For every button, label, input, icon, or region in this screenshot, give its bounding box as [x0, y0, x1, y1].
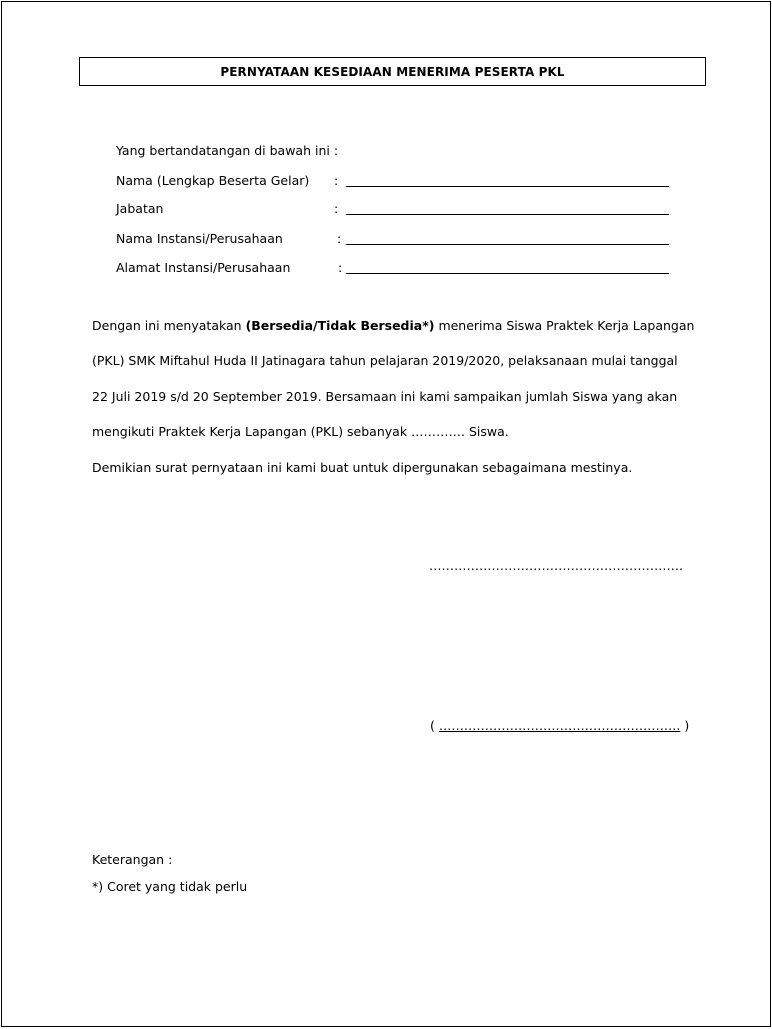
field-blank-line-instansi	[346, 244, 669, 245]
field-blank-line-jabatan	[346, 214, 669, 215]
field-label-nama: Nama (Lengkap Beserta Gelar)	[116, 173, 310, 188]
signature-open-paren: (	[430, 718, 439, 733]
field-row-nama	[116, 173, 676, 191]
field-blank-line-alamat	[346, 273, 669, 274]
note-text: *) Coret yang tidak perlu	[92, 879, 248, 894]
statement-line-2: (PKL) SMK Miftahul Huda II Jatinagara tahun pelajaran 2019/2020, pelaksanaan mulai tanggal	[92, 353, 678, 368]
signature-name-dots: ………………………………………………….	[438, 718, 681, 733]
statement-choice: (Bersedia/Tidak Bersedia*)	[245, 318, 435, 333]
statement-line-1-post: menerima Siswa Praktek Kerja Lapangan	[434, 318, 695, 333]
field-row-alamat	[116, 260, 676, 278]
document-page	[1, 1, 771, 1027]
field-colon: :	[337, 231, 342, 246]
signature-place-date: …………………………………………………….	[429, 558, 683, 573]
statement-line-1	[92, 318, 695, 333]
signature-name	[430, 718, 689, 733]
field-label-jabatan: Jabatan	[116, 201, 164, 216]
field-label-alamat: Alamat Instansi/Perusahaan	[116, 260, 291, 275]
field-row-jabatan	[116, 201, 676, 219]
signature-close-paren: )	[680, 718, 690, 733]
field-colon: :	[334, 201, 339, 216]
field-blank-line-nama	[346, 186, 669, 187]
closing-text: Demikian surat pernyataan ini kami buat untuk dipergunakan sebagaimana mestinya.	[92, 460, 633, 475]
note-label: Keterangan :	[92, 852, 173, 867]
document-title-text: PERNYATAAN KESEDIAAN MENERIMA PESERTA PKL	[220, 64, 565, 79]
statement-line-4: mengikuti Praktek Kerja Lapangan (PKL) sebanyak …………. Siswa.	[92, 424, 509, 439]
field-row-instansi	[116, 231, 676, 249]
statement-line-3: 22 Juli 2019 s/d 20 September 2019. Bersamaan ini kami sampaikan jumlah Siswa yang akan	[92, 389, 678, 404]
field-label-instansi: Nama Instansi/Perusahaan	[116, 231, 283, 246]
field-colon: :	[338, 260, 343, 275]
statement-line-1-pre: Dengan ini menyatakan	[92, 318, 246, 333]
field-colon: :	[334, 173, 339, 188]
document-title	[79, 57, 706, 86]
intro-text: Yang bertandatangan di bawah ini :	[116, 143, 339, 158]
